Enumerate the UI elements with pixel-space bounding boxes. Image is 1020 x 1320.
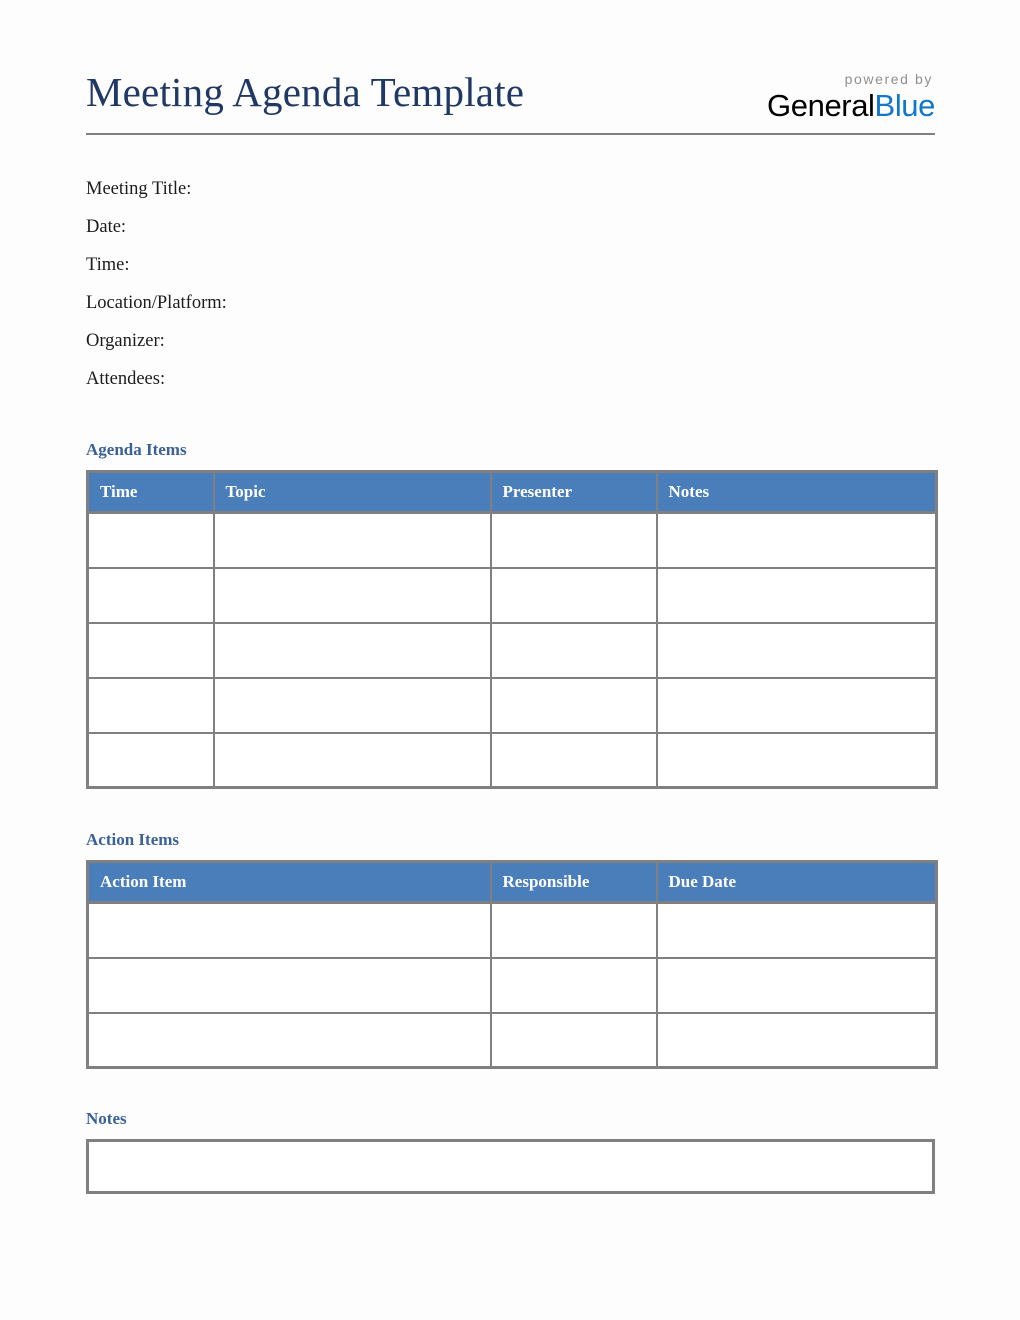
field-date[interactable]: Date: [86,217,127,237]
cell-notes[interactable] [657,623,937,678]
cell-due-date[interactable] [657,903,937,958]
table-row [88,623,937,678]
cell-topic[interactable] [214,623,491,678]
cell-notes[interactable] [657,568,937,623]
table-row [88,1013,937,1068]
column-header-action-item: Action Item [88,862,491,903]
cell-presenter[interactable] [491,678,657,733]
cell-due-date[interactable] [657,958,937,1013]
brand-logo [767,72,935,121]
table-row [88,678,937,733]
brand-wordmark [767,90,935,121]
cell-presenter[interactable] [491,513,657,568]
cell-notes[interactable] [657,513,937,568]
field-organizer[interactable]: Organizer: [86,331,165,351]
cell-topic[interactable] [214,568,491,623]
table-row [88,903,937,958]
cell-responsible[interactable] [491,903,657,958]
cell-due-date[interactable] [657,1013,937,1068]
cell-time[interactable] [88,678,214,733]
field-time[interactable]: Time: [86,255,130,275]
agenda-items-table [86,470,938,789]
cell-time[interactable] [88,568,214,623]
cell-time[interactable] [88,513,214,568]
cell-topic[interactable] [214,733,491,788]
title-divider [86,133,935,135]
cell-time[interactable] [88,623,214,678]
cell-time[interactable] [88,733,214,788]
cell-topic[interactable] [214,678,491,733]
cell-action-item[interactable] [88,1013,491,1068]
brand-wordmark-blue: Blue [874,88,935,123]
column-header-time: Time [88,472,214,513]
cell-presenter[interactable] [491,568,657,623]
column-header-topic: Topic [214,472,491,513]
table-header-row [88,472,937,513]
table-header-row [88,862,937,903]
cell-notes[interactable] [657,678,937,733]
cell-notes[interactable] [657,733,937,788]
column-header-responsible: Responsible [491,862,657,903]
table-row [88,733,937,788]
meeting-details-list [86,180,686,408]
cell-action-item[interactable] [88,903,491,958]
table-row [88,513,937,568]
column-header-presenter: Presenter [491,472,657,513]
cell-presenter[interactable] [491,623,657,678]
agenda-items-heading: Agenda Items [86,440,187,459]
agenda-items-section [86,441,938,789]
powered-by-label: powered by [844,71,933,87]
field-attendees[interactable]: Attendees: [86,369,166,389]
table-row [88,958,937,1013]
page-title: Meeting Agenda Template [86,69,525,115]
cell-responsible[interactable] [491,1013,657,1068]
cell-topic[interactable] [214,513,491,568]
action-items-section [86,831,938,1069]
action-items-table [86,860,938,1069]
column-header-notes: Notes [657,472,937,513]
field-meeting-title[interactable]: Meeting Title: [86,179,192,199]
brand-wordmark-general: General [767,88,875,123]
action-items-heading: Action Items [86,830,180,849]
cell-presenter[interactable] [491,733,657,788]
cell-responsible[interactable] [491,958,657,1013]
field-location-platform[interactable]: Location/Platform: [86,293,227,313]
column-header-due-date: Due Date [657,862,937,903]
notes-section [86,1110,935,1194]
table-row [88,568,937,623]
notes-heading: Notes [86,1109,127,1128]
notes-input-box[interactable] [86,1139,935,1194]
cell-action-item[interactable] [88,958,491,1013]
